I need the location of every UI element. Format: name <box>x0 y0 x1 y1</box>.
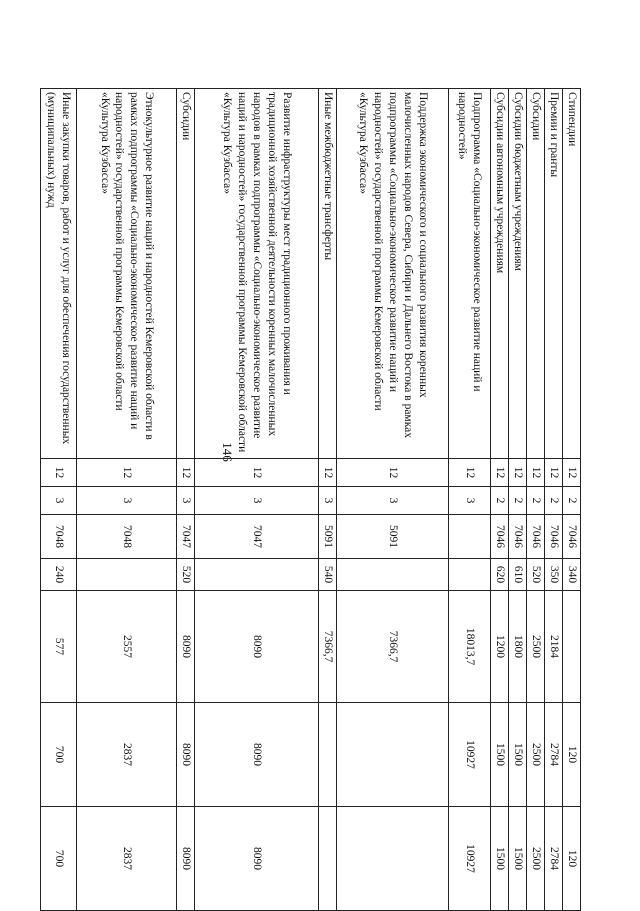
budget-table-body <box>41 89 581 911</box>
row-value-1-cell <box>563 591 581 703</box>
row-code-3-cell: 7047 <box>195 515 319 559</box>
row-code-4-cell: 350 <box>545 559 563 591</box>
row-value-2-cell: 8090 <box>195 703 319 807</box>
row-value-3-cell: 8090 <box>195 807 319 911</box>
row-value-1-cell: 577 <box>41 591 77 703</box>
row-name-cell: Субсидии <box>177 89 195 459</box>
row-value-2-cell: 8090 <box>177 703 195 807</box>
row-value-2-cell: 120 <box>563 703 581 807</box>
row-code-3-cell: 5091 <box>319 515 337 559</box>
row-code-4-cell: 540 <box>319 559 337 591</box>
row-value-1-cell: 7366,7 <box>337 591 449 703</box>
row-code-2-cell: 3 <box>177 487 195 515</box>
table-row <box>563 89 581 911</box>
row-code-4-cell <box>195 559 319 591</box>
row-value-3-cell: 2500 <box>527 807 545 911</box>
row-value-1-cell: 18013,7 <box>449 591 491 703</box>
table-row <box>509 89 527 911</box>
row-code-2-cell: 3 <box>77 487 177 515</box>
row-value-1-cell: 2184 <box>545 591 563 703</box>
row-code-2-cell: 3 <box>319 487 337 515</box>
row-value-2-cell: 1500 <box>491 703 509 807</box>
row-name-cell: Поддержка экономического и социального развития коренных малочисленных народов Севера, Сибири и Дальнего Востока в рамках подпрограммы «Социально-экономическое развитие наций и народностей» государственной программы Кемеровской области «Культура Кузбасса» <box>337 89 449 459</box>
row-code-1-cell: 12 <box>527 459 545 487</box>
row-code-4-cell: 240 <box>41 559 77 591</box>
row-value-1-cell: 8090 <box>177 591 195 703</box>
row-value-1-cell: 1200 <box>491 591 509 703</box>
row-code-3-cell <box>449 515 491 559</box>
row-code-4-cell: 520 <box>177 559 195 591</box>
row-value-1-cell: 2500 <box>527 591 545 703</box>
row-name-cell: Субсидии <box>527 89 545 459</box>
row-value-2-cell: 2500 <box>527 703 545 807</box>
row-code-3-cell: 7046 <box>509 515 527 559</box>
row-code-2-cell: 2 <box>563 487 581 515</box>
row-code-4-cell: 620 <box>491 559 509 591</box>
row-code-1-cell: 12 <box>545 459 563 487</box>
row-value-3-cell: 120 <box>563 807 581 911</box>
row-value-1-cell: 1800 <box>509 591 527 703</box>
row-value-2-cell <box>337 703 449 807</box>
row-value-3-cell: 1500 <box>491 807 509 911</box>
row-code-4-cell <box>449 559 491 591</box>
row-value-1-cell: 7366,7 <box>319 591 337 703</box>
row-code-3-cell: 7048 <box>41 515 77 559</box>
table-row <box>41 89 77 911</box>
row-code-3-cell: 7046 <box>563 515 581 559</box>
row-code-1-cell: 12 <box>563 459 581 487</box>
row-code-2-cell: 3 <box>195 487 319 515</box>
row-value-2-cell: 2784 <box>545 703 563 807</box>
row-code-3-cell: 7046 <box>491 515 509 559</box>
row-code-1-cell: 12 <box>195 459 319 487</box>
row-code-4-cell: 520 <box>527 559 545 591</box>
row-code-3-cell: 7046 <box>527 515 545 559</box>
row-code-1-cell: 12 <box>41 459 77 487</box>
row-code-2-cell: 3 <box>449 487 491 515</box>
row-name-cell: Премии и гранты <box>545 89 563 459</box>
row-name-cell: Субсидии автономным учреждениям <box>491 89 509 459</box>
page-number: 146 <box>220 442 235 462</box>
budget-table <box>40 88 581 911</box>
row-code-2-cell: 3 <box>337 487 449 515</box>
row-code-4-cell <box>77 559 177 591</box>
row-value-3-cell: 8090 <box>177 807 195 911</box>
table-row <box>195 89 319 911</box>
row-name-cell: Субсидии бюджетным учреждениям <box>509 89 527 459</box>
row-code-4-cell: 610 <box>509 559 527 591</box>
row-value-1-cell: 8090 <box>195 591 319 703</box>
row-value-2-cell: 700 <box>41 703 77 807</box>
row-value-3-cell: 1500 <box>509 807 527 911</box>
row-value-2-cell: 2837 <box>77 703 177 807</box>
row-code-1-cell: 12 <box>319 459 337 487</box>
row-code-1-cell: 12 <box>449 459 491 487</box>
table-row <box>491 89 509 911</box>
row-code-4-cell <box>337 559 449 591</box>
table-row <box>77 89 177 911</box>
table-row <box>449 89 491 911</box>
row-code-1-cell: 12 <box>77 459 177 487</box>
row-name-cell: Этнокультурное развитие наций и народностей Кемеровской области в рамках подпрограммы «Социально-экономическое развитие наций и народностей» государственной программы Кемеровской области «Культура Кузбасса» <box>77 89 177 459</box>
row-value-3-cell <box>319 807 337 911</box>
row-value-2-cell: 10927 <box>449 703 491 807</box>
row-code-2-cell: 2 <box>491 487 509 515</box>
row-value-3-cell: 10927 <box>449 807 491 911</box>
row-code-2-cell: 2 <box>527 487 545 515</box>
table-row <box>319 89 337 911</box>
row-code-2-cell: 3 <box>41 487 77 515</box>
table-row <box>177 89 195 911</box>
row-code-2-cell: 2 <box>545 487 563 515</box>
table-row <box>545 89 563 911</box>
row-value-3-cell <box>337 807 449 911</box>
row-code-3-cell: 5091 <box>337 515 449 559</box>
table-row <box>527 89 545 911</box>
row-value-1-cell: 2557 <box>77 591 177 703</box>
row-code-3-cell: 7046 <box>545 515 563 559</box>
table-row <box>337 89 449 911</box>
row-name-cell: Развитие инфраструктуры мест традиционного проживания и традиционной хозяйственной деятельности коренных малочисленных народов в рамках подпрограммы «Социально-экономическое развитие наций и народностей» государственной программы Кемеровской области «Культура Кузбасса» <box>195 89 319 459</box>
row-name-cell: Подпрограмма «Социально-экономическое развитие наций и народностей» <box>449 89 491 459</box>
row-value-3-cell: 2784 <box>545 807 563 911</box>
row-code-1-cell: 12 <box>509 459 527 487</box>
row-name-cell: Иные межбюджетные трансферты <box>319 89 337 459</box>
row-code-3-cell: 7048 <box>77 515 177 559</box>
row-code-1-cell: 12 <box>177 459 195 487</box>
row-value-2-cell <box>319 703 337 807</box>
row-code-4-cell: 340 <box>563 559 581 591</box>
row-code-1-cell: 12 <box>491 459 509 487</box>
row-code-1-cell: 12 <box>337 459 449 487</box>
row-code-3-cell: 7047 <box>177 515 195 559</box>
row-name-cell: Стипендии <box>563 89 581 459</box>
row-value-2-cell: 1500 <box>509 703 527 807</box>
row-code-2-cell: 2 <box>509 487 527 515</box>
row-name-cell: Иные закупки товаров, работ и услуг для обеспечения государственных (муниципальных) нужд <box>41 89 77 459</box>
row-value-3-cell: 2837 <box>77 807 177 911</box>
rotated-table-container <box>45 88 581 910</box>
row-value-3-cell: 700 <box>41 807 77 911</box>
